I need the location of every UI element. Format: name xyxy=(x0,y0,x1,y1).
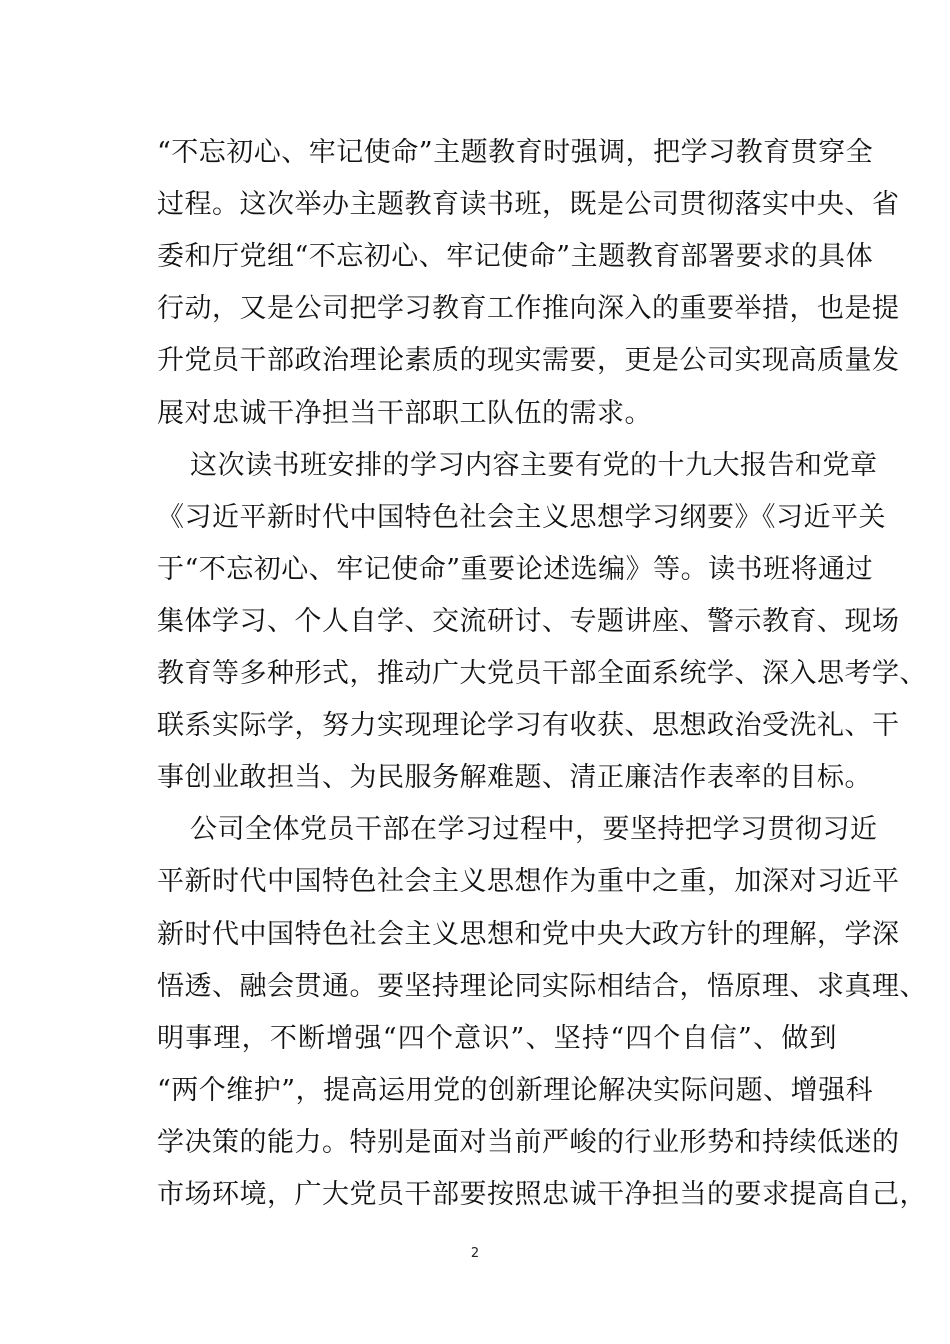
text-line: 这次读书班安排的学习内容主要有党的十九大报告和党章 xyxy=(190,450,878,481)
text-line: 于“不忘初心、牢记使命”重要论述选编》等。读书班将通过 xyxy=(157,554,874,585)
text-line: 市场环境，广大党员干部要按照忠诚干净担当的要求提高自己， xyxy=(157,1179,927,1210)
text-line: 展对忠诚干净担当干部职工队伍的需求。 xyxy=(157,398,652,429)
text-line: 悟透、融会贯通。要坚持理论同实际相结合，悟原理、求真理、 xyxy=(157,971,927,1002)
text-line: 过程。这次举办主题教育读书班，既是公司贯彻落实中央、省 xyxy=(157,189,900,220)
text-line: 明事理，不断增强“四个意识”、坚持“四个自信”、做到 xyxy=(157,1023,837,1054)
text-line: 委和厅党组“不忘初心、牢记使命”主题教育部署要求的具体 xyxy=(157,241,874,272)
text-line: 公司全体党员干部在学习过程中，要坚持把学习贯彻习近 xyxy=(190,814,878,845)
text-line: “两个维护”，提高运用党的创新理论解决实际问题、增强科 xyxy=(157,1075,874,1106)
text-line: 行动，又是公司把学习教育工作推向深入的重要举措，也是提 xyxy=(157,293,900,324)
text-line: 学决策的能力。特别是面对当前严峻的行业形势和持续低迷的 xyxy=(157,1127,900,1158)
text-line: 集体学习、个人自学、交流研讨、专题讲座、警示教育、现场 xyxy=(157,606,900,637)
text-line: “不忘初心、牢记使命”主题教育时强调，把学习教育贯穿全 xyxy=(157,137,874,168)
text-line: 联系实际学，努力实现理论学习有收获、思想政治受洗礼、干 xyxy=(157,710,900,741)
text-line: 《习近平新时代中国特色社会主义思想学习纲要》《习近平关 xyxy=(157,502,886,533)
text-line: 新时代中国特色社会主义思想和党中央大政方针的理解，学深 xyxy=(157,919,900,950)
text-line: 升党员干部政治理论素质的现实需要，更是公司实现高质量发 xyxy=(157,345,900,376)
text-line: 平新时代中国特色社会主义思想作为重中之重，加深对习近平 xyxy=(157,866,900,897)
text-line: 教育等多种形式，推动广大党员干部全面系统学、深入思考学、 xyxy=(157,658,927,689)
page-number: 2 xyxy=(470,1246,480,1261)
text-line: 事创业敢担当、为民服务解难题、清正廉洁作表率的目标。 xyxy=(157,762,872,793)
